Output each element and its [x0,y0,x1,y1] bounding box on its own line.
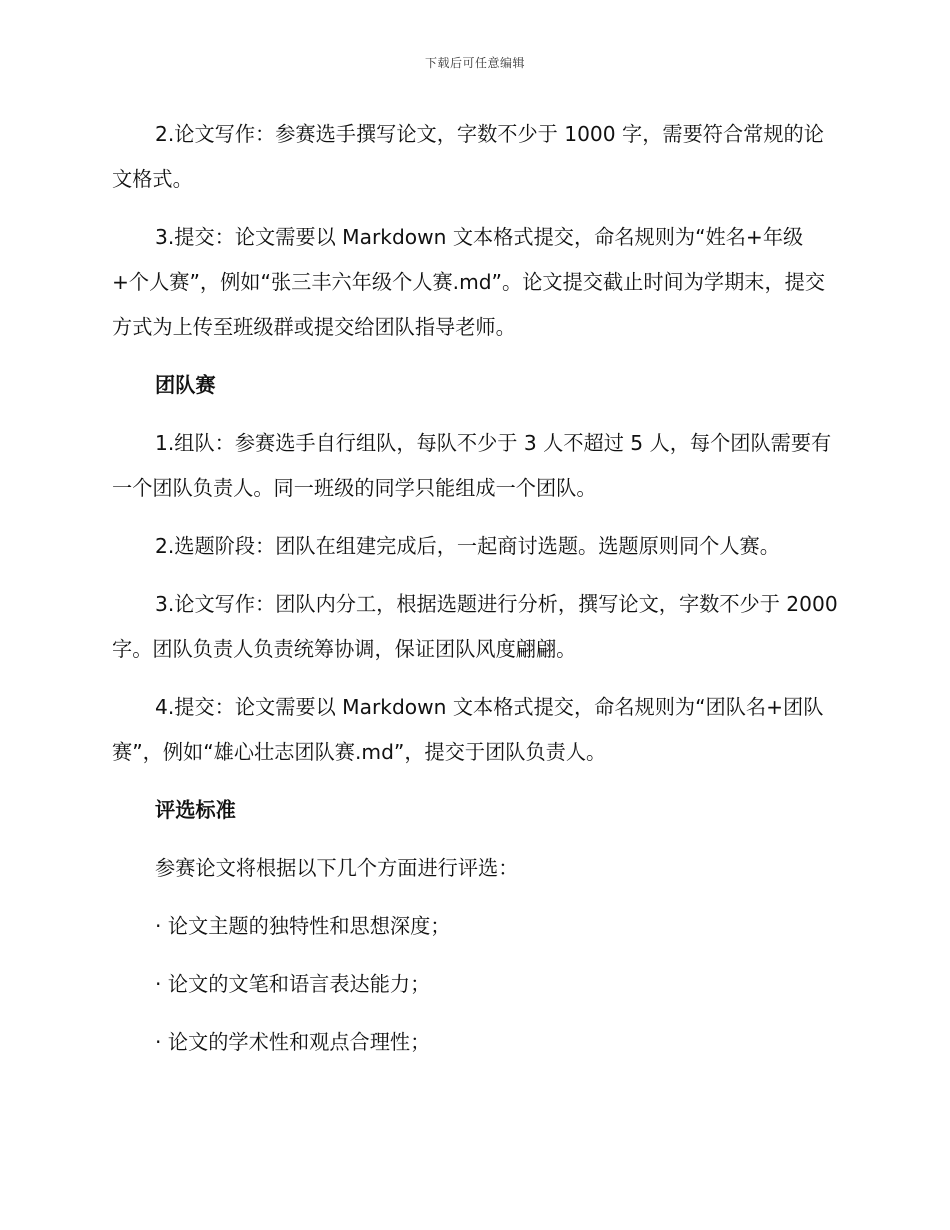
bullet-item: · 论文的文笔和语言表达能力； [155,972,431,996]
paragraph-team-submission: 4.提交：论文需要以 Markdown 文本格式提交，命名规则为“团队名+团队赛”，例如“雄心壮志团队赛.md”，提交于团队负责人。 [112,695,824,764]
paragraph-essay-writing: 2.论文写作：参赛选手撰写论文，字数不少于 1000 字，需要符合常规的论文格式。 [112,122,824,191]
paragraph-team-writing: 3.论文写作：团队内分工，根据选题进行分析，撰写论文，字数不少于 2000 字。团队负责人负责统筹协调，保证团队风度翩翩。 [112,592,838,661]
paragraph-team-formation: 1.组队：参赛选手自行组队，每队不少于 3 人不超过 5 人，每个团队需要有一个团队负责人。同一班级的同学只能组成一个团队。 [112,431,832,500]
section-heading-team: 团队赛 [155,373,216,397]
paragraph-submission: 3.提交：论文需要以 Markdown 文本格式提交，命名规则为“姓名+年级+个人赛”，例如“张三丰六年级个人赛.md”。论文提交截止时间为学期末，提交方式为上传至班级群或提交给团队指导老师。 [112,225,826,339]
bullet-item: · 论文的学术性和观点合理性； [155,1030,431,1054]
bullet-item: · 论文主题的独特性和思想深度； [155,914,451,938]
page-header: 下载后可任意编辑 [424,56,525,70]
document-body [112,112,838,1078]
paragraph-topic-selection: 2.选题阶段：团队在组建完成后，一起商讨选题。选题原则同个人赛。 [155,534,780,558]
section-heading-criteria: 评选标准 [155,798,236,822]
paragraph-criteria-intro: 参赛论文将根据以下几个方面进行评选： [155,856,519,880]
